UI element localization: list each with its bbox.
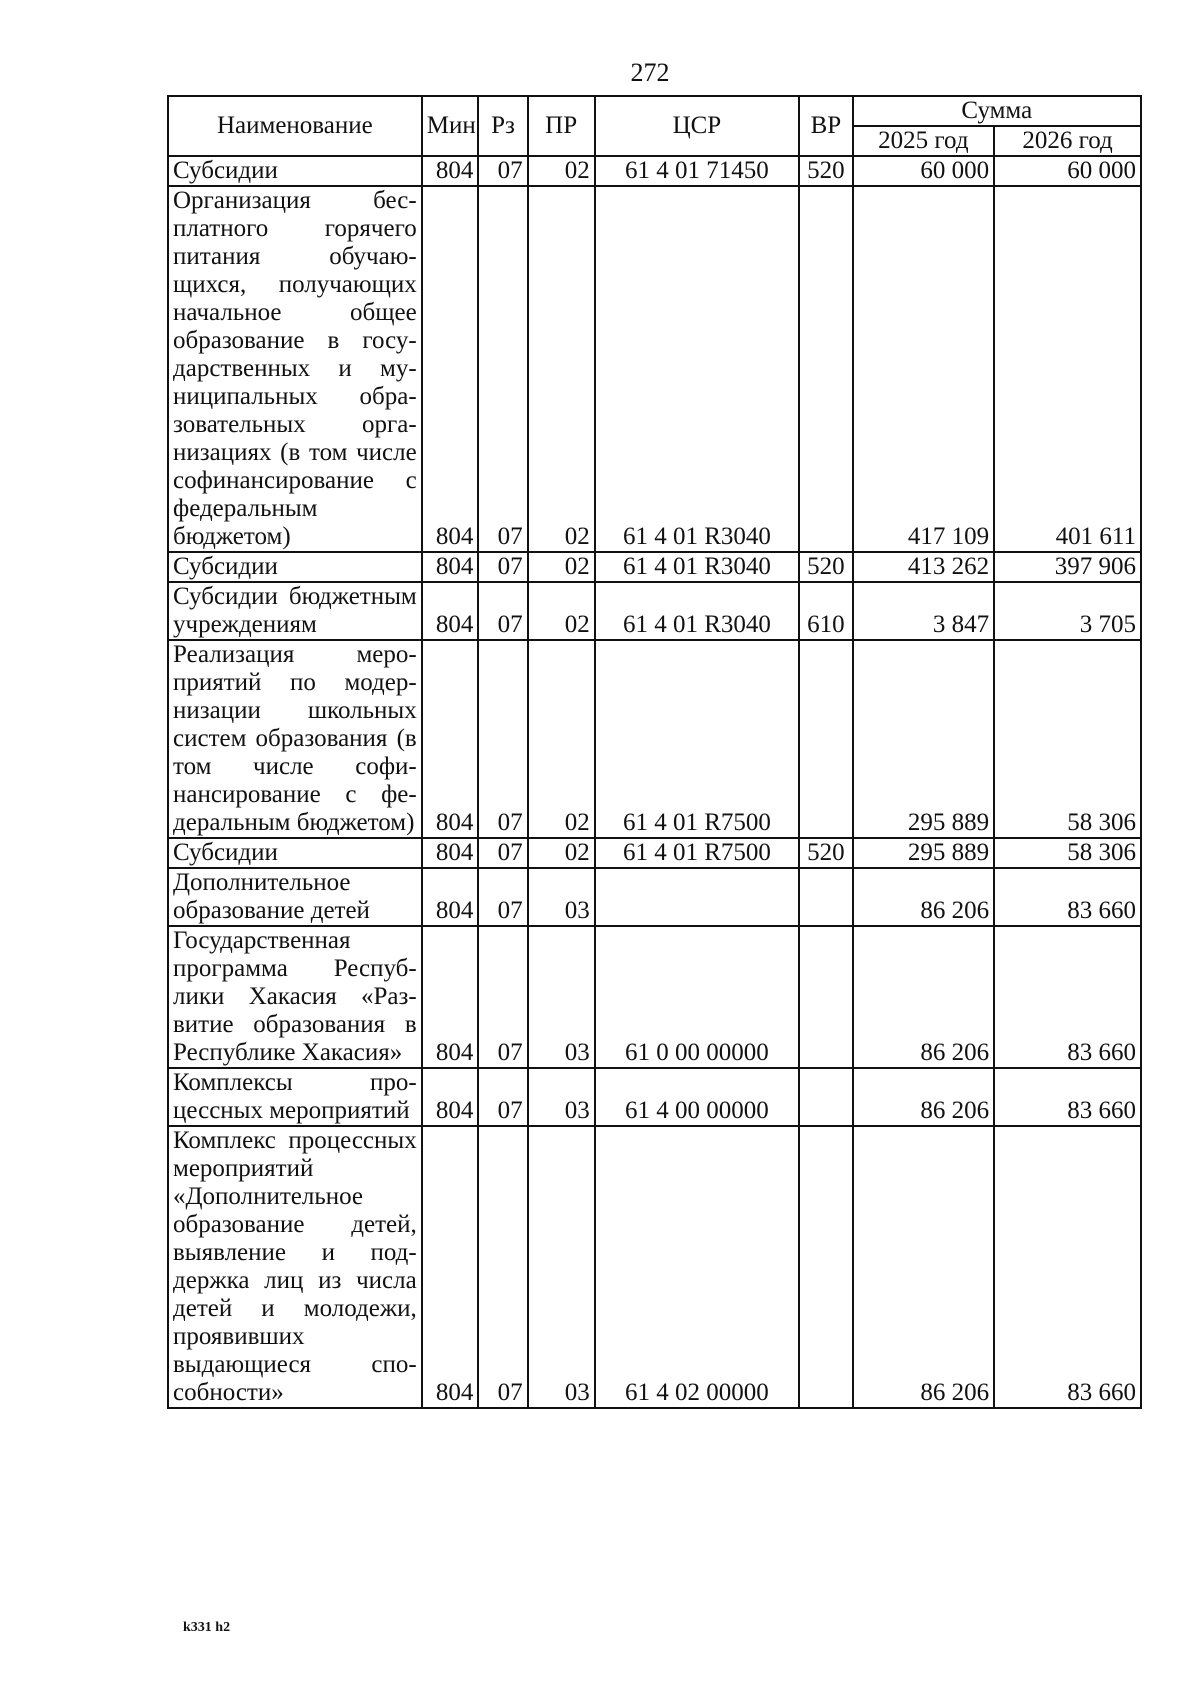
row-pr: 03: [528, 926, 595, 1068]
row-min: 804: [422, 582, 479, 640]
header-rz: Рз: [478, 96, 527, 156]
row-sum-2026: 83 660: [994, 926, 1141, 1068]
table-row: [168, 838, 1141, 868]
row-name: Реализация мероприятий по модернизации школьных систем образования (в том числе софинансирование с федеральным бюджетом): [168, 640, 422, 838]
row-name: Субсидии: [168, 838, 422, 868]
row-vr: [799, 640, 852, 838]
row-vr: [799, 868, 852, 926]
row-sum-2025: 295 889: [853, 838, 995, 868]
row-min: 804: [422, 926, 479, 1068]
row-name: Субсидии бюджетным учреждениям: [168, 582, 422, 640]
budget-table: [167, 95, 1142, 1409]
row-name: Комплексы процессных мероприятий: [168, 1068, 422, 1126]
row-sum-2025: 60 000: [853, 156, 995, 186]
row-min: 804: [422, 186, 479, 552]
row-pr: 03: [528, 1068, 595, 1126]
row-name: Комплекс процессных мероприятий «Дополнительное образование детей, выявление и поддержка лиц из числа детей и молодежи, проявивших выдающиеся способности»: [168, 1126, 422, 1408]
row-rz: 07: [478, 186, 527, 552]
header-csr: ЦСР: [595, 96, 799, 156]
header-name: Наименование: [168, 96, 422, 156]
table-row: [168, 868, 1141, 926]
header-sum: Сумма: [853, 96, 1141, 126]
table-row: [168, 156, 1141, 186]
row-min: 804: [422, 156, 479, 186]
table-row: [168, 1126, 1141, 1408]
header-year-2025: 2025 год: [853, 126, 995, 156]
table-row: [168, 582, 1141, 640]
row-sum-2026: 397 906: [994, 552, 1141, 582]
row-pr: 03: [528, 1126, 595, 1408]
row-vr: 520: [799, 552, 852, 582]
row-sum-2025: 413 262: [853, 552, 995, 582]
row-sum-2025: 86 206: [853, 868, 995, 926]
row-sum-2025: 295 889: [853, 640, 995, 838]
table-header: [168, 96, 1141, 156]
row-sum-2025: 417 109: [853, 186, 995, 552]
row-pr: 03: [528, 868, 595, 926]
row-min: 804: [422, 838, 479, 868]
footer-document-code: k331 h2: [183, 1620, 231, 1635]
row-name: Государственная программа Республики Хакасия «Развитие образования в Республике Хакасия»: [168, 926, 422, 1068]
table-row: [168, 186, 1141, 552]
row-vr: [799, 1068, 852, 1126]
row-csr: 61 4 00 00000: [595, 1068, 799, 1126]
row-sum-2025: 3 847: [853, 582, 995, 640]
row-sum-2026: 58 306: [994, 640, 1141, 838]
header-min: Мин: [422, 96, 479, 156]
row-csr: 61 4 01 R3040: [595, 582, 799, 640]
row-name: Дополнительное образование детей: [168, 868, 422, 926]
budget-table-container: [167, 95, 1142, 1409]
row-rz: 07: [478, 582, 527, 640]
row-pr: 02: [528, 640, 595, 838]
row-pr: 02: [528, 552, 595, 582]
table-row: [168, 552, 1141, 582]
row-vr: 520: [799, 156, 852, 186]
row-rz: 07: [478, 640, 527, 838]
row-sum-2026: 401 611: [994, 186, 1141, 552]
row-name: Субсидии: [168, 552, 422, 582]
row-pr: 02: [528, 186, 595, 552]
row-rz: 07: [478, 838, 527, 868]
row-csr: 61 4 01 R3040: [595, 552, 799, 582]
row-min: 804: [422, 868, 479, 926]
row-rz: 07: [478, 552, 527, 582]
row-sum-2026: 3 705: [994, 582, 1141, 640]
table-row: [168, 640, 1141, 838]
row-csr: 61 4 01 R3040: [595, 186, 799, 552]
row-min: 804: [422, 1126, 479, 1408]
row-sum-2026: 60 000: [994, 156, 1141, 186]
row-sum-2026: 83 660: [994, 1126, 1141, 1408]
row-pr: 02: [528, 156, 595, 186]
table-row: [168, 926, 1141, 1068]
row-min: 804: [422, 640, 479, 838]
row-sum-2026: 58 306: [994, 838, 1141, 868]
row-rz: 07: [478, 1068, 527, 1126]
row-csr: 61 4 01 R7500: [595, 640, 799, 838]
row-vr: [799, 926, 852, 1068]
row-rz: 07: [478, 926, 527, 1068]
row-sum-2025: 86 206: [853, 1068, 995, 1126]
row-sum-2026: 83 660: [994, 868, 1141, 926]
table-body: [168, 156, 1141, 1408]
row-csr: 61 4 01 R7500: [595, 838, 799, 868]
row-vr: [799, 186, 852, 552]
row-vr: 520: [799, 838, 852, 868]
row-csr: 61 4 02 00000: [595, 1126, 799, 1408]
row-csr: 61 0 00 00000: [595, 926, 799, 1068]
row-rz: 07: [478, 1126, 527, 1408]
row-sum-2026: 83 660: [994, 1068, 1141, 1126]
row-pr: 02: [528, 838, 595, 868]
page-number: 272: [630, 58, 670, 87]
header-pr: ПР: [528, 96, 595, 156]
row-sum-2025: 86 206: [853, 1126, 995, 1408]
row-min: 804: [422, 552, 479, 582]
row-min: 804: [422, 1068, 479, 1126]
row-sum-2025: 86 206: [853, 926, 995, 1068]
row-name: Организация бесплатного горячего питания обучающихся, получающих начальное общее образование в государственных и муниципальных образовательных организациях (в том числе софинансирование с федеральным бюджетом): [168, 186, 422, 552]
row-pr: 02: [528, 582, 595, 640]
row-vr: [799, 1126, 852, 1408]
row-name: Субсидии: [168, 156, 422, 186]
header-vr: ВР: [799, 96, 852, 156]
row-csr: 61 4 01 71450: [595, 156, 799, 186]
row-rz: 07: [478, 868, 527, 926]
table-row: [168, 1068, 1141, 1126]
row-rz: 07: [478, 156, 527, 186]
row-vr: 610: [799, 582, 852, 640]
header-year-2026: 2026 год: [994, 126, 1141, 156]
row-csr: [595, 868, 799, 926]
